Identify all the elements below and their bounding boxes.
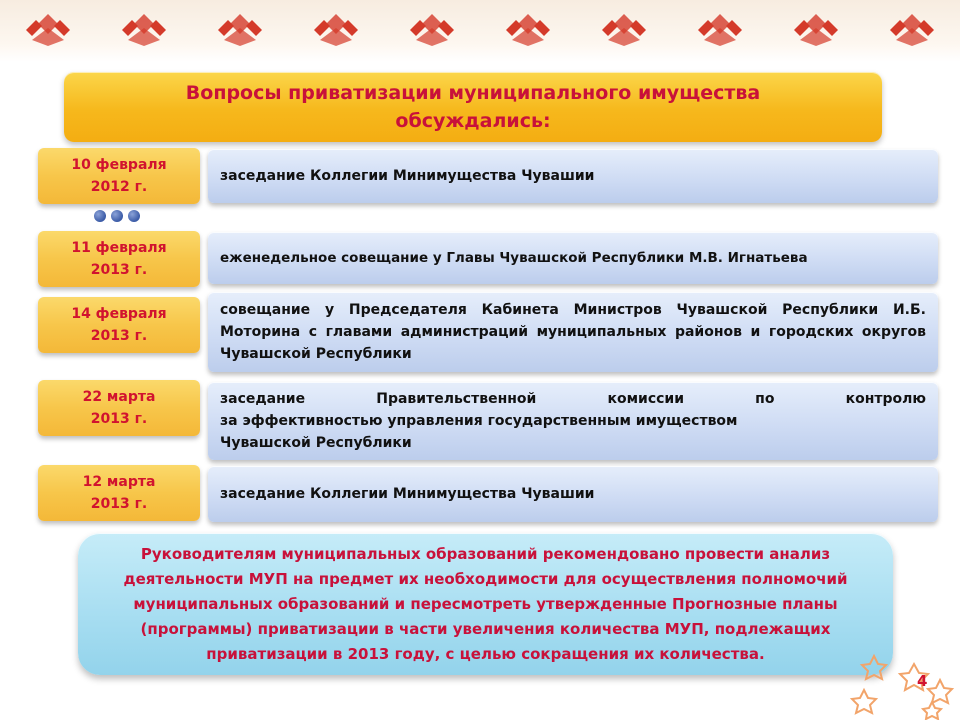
date-year: 2013 г. <box>90 411 148 427</box>
event-box-1 <box>208 149 938 203</box>
date-day: 12 марта <box>82 474 156 490</box>
slide-title <box>64 72 882 142</box>
folk-ornament-icon <box>402 10 462 50</box>
date-badge-2 <box>38 231 200 287</box>
recommendation-text: Руководителям муниципальных образований рекомендовано провести анализ деятельности МУП на предмет их необходимости для осуществления полномочий муниципальных образований и пересмотреть утвержденные Прогнозные планы (программы) приватизации в части увеличения количества МУП, подлежащих приватизации в 2013 году, с целью сокращения их количества. <box>123 544 848 663</box>
date-year: 2013 г. <box>90 496 148 512</box>
event-text <box>220 388 926 454</box>
date-badge-5 <box>38 465 200 521</box>
folk-ornament-icon <box>18 10 78 50</box>
date-year: 2013 г. <box>90 262 148 278</box>
date-year: 2013 г. <box>90 328 148 344</box>
title-line-1: Вопросы приватизации муниципального имущества <box>185 82 761 104</box>
event-text-line-3: Чувашской Республики <box>220 435 412 451</box>
date-day: 22 марта <box>82 389 156 405</box>
ornament-row <box>0 10 960 54</box>
folk-ornament-icon <box>210 10 270 50</box>
slide-title-text <box>153 79 793 135</box>
folk-ornament-icon <box>498 10 558 50</box>
ellipsis-dots-icon <box>94 210 140 224</box>
date-badge-4 <box>38 380 200 436</box>
date-day: 10 февраля <box>71 157 167 173</box>
event-text-line-2: за эффективностью управления государственным имуществом <box>220 413 738 429</box>
event-text: заседание Коллегии Минимущества Чувашии <box>220 486 595 502</box>
folk-ornament-icon <box>594 10 654 50</box>
folk-ornament-icon <box>882 10 942 50</box>
event-box-4 <box>208 382 938 460</box>
folk-ornament-icon <box>306 10 366 50</box>
date-badge-3 <box>38 297 200 353</box>
date-day: 14 февраля <box>71 306 167 322</box>
event-text: совещание у Председателя Кабинета Министров Чувашской Республики И.Б. Моторина с главами администраций муниципальных районов и городских округов Чувашской Республики <box>220 302 926 362</box>
date-badge-1 <box>38 148 200 204</box>
event-text: еженедельное совещание у Главы Чувашской Республики М.В. Игнатьева <box>220 250 808 266</box>
page-number: 4 <box>917 672 928 690</box>
event-text: заседание Коллегии Минимущества Чувашии <box>220 168 595 184</box>
event-text-line-1: заседание Правительственной комиссии по контролю <box>220 391 926 407</box>
date-day: 11 февраля <box>71 240 167 256</box>
folk-ornament-icon <box>114 10 174 50</box>
decorative-stars-icon <box>844 650 960 720</box>
recommendation-box <box>78 533 893 675</box>
folk-ornament-icon <box>690 10 750 50</box>
title-line-2: обсуждались: <box>395 110 551 132</box>
top-ornament-band <box>0 0 960 62</box>
event-box-5 <box>208 466 938 522</box>
folk-ornament-icon <box>786 10 846 50</box>
event-box-2 <box>208 232 938 284</box>
event-box-3 <box>208 292 938 372</box>
date-year: 2012 г. <box>90 179 148 195</box>
